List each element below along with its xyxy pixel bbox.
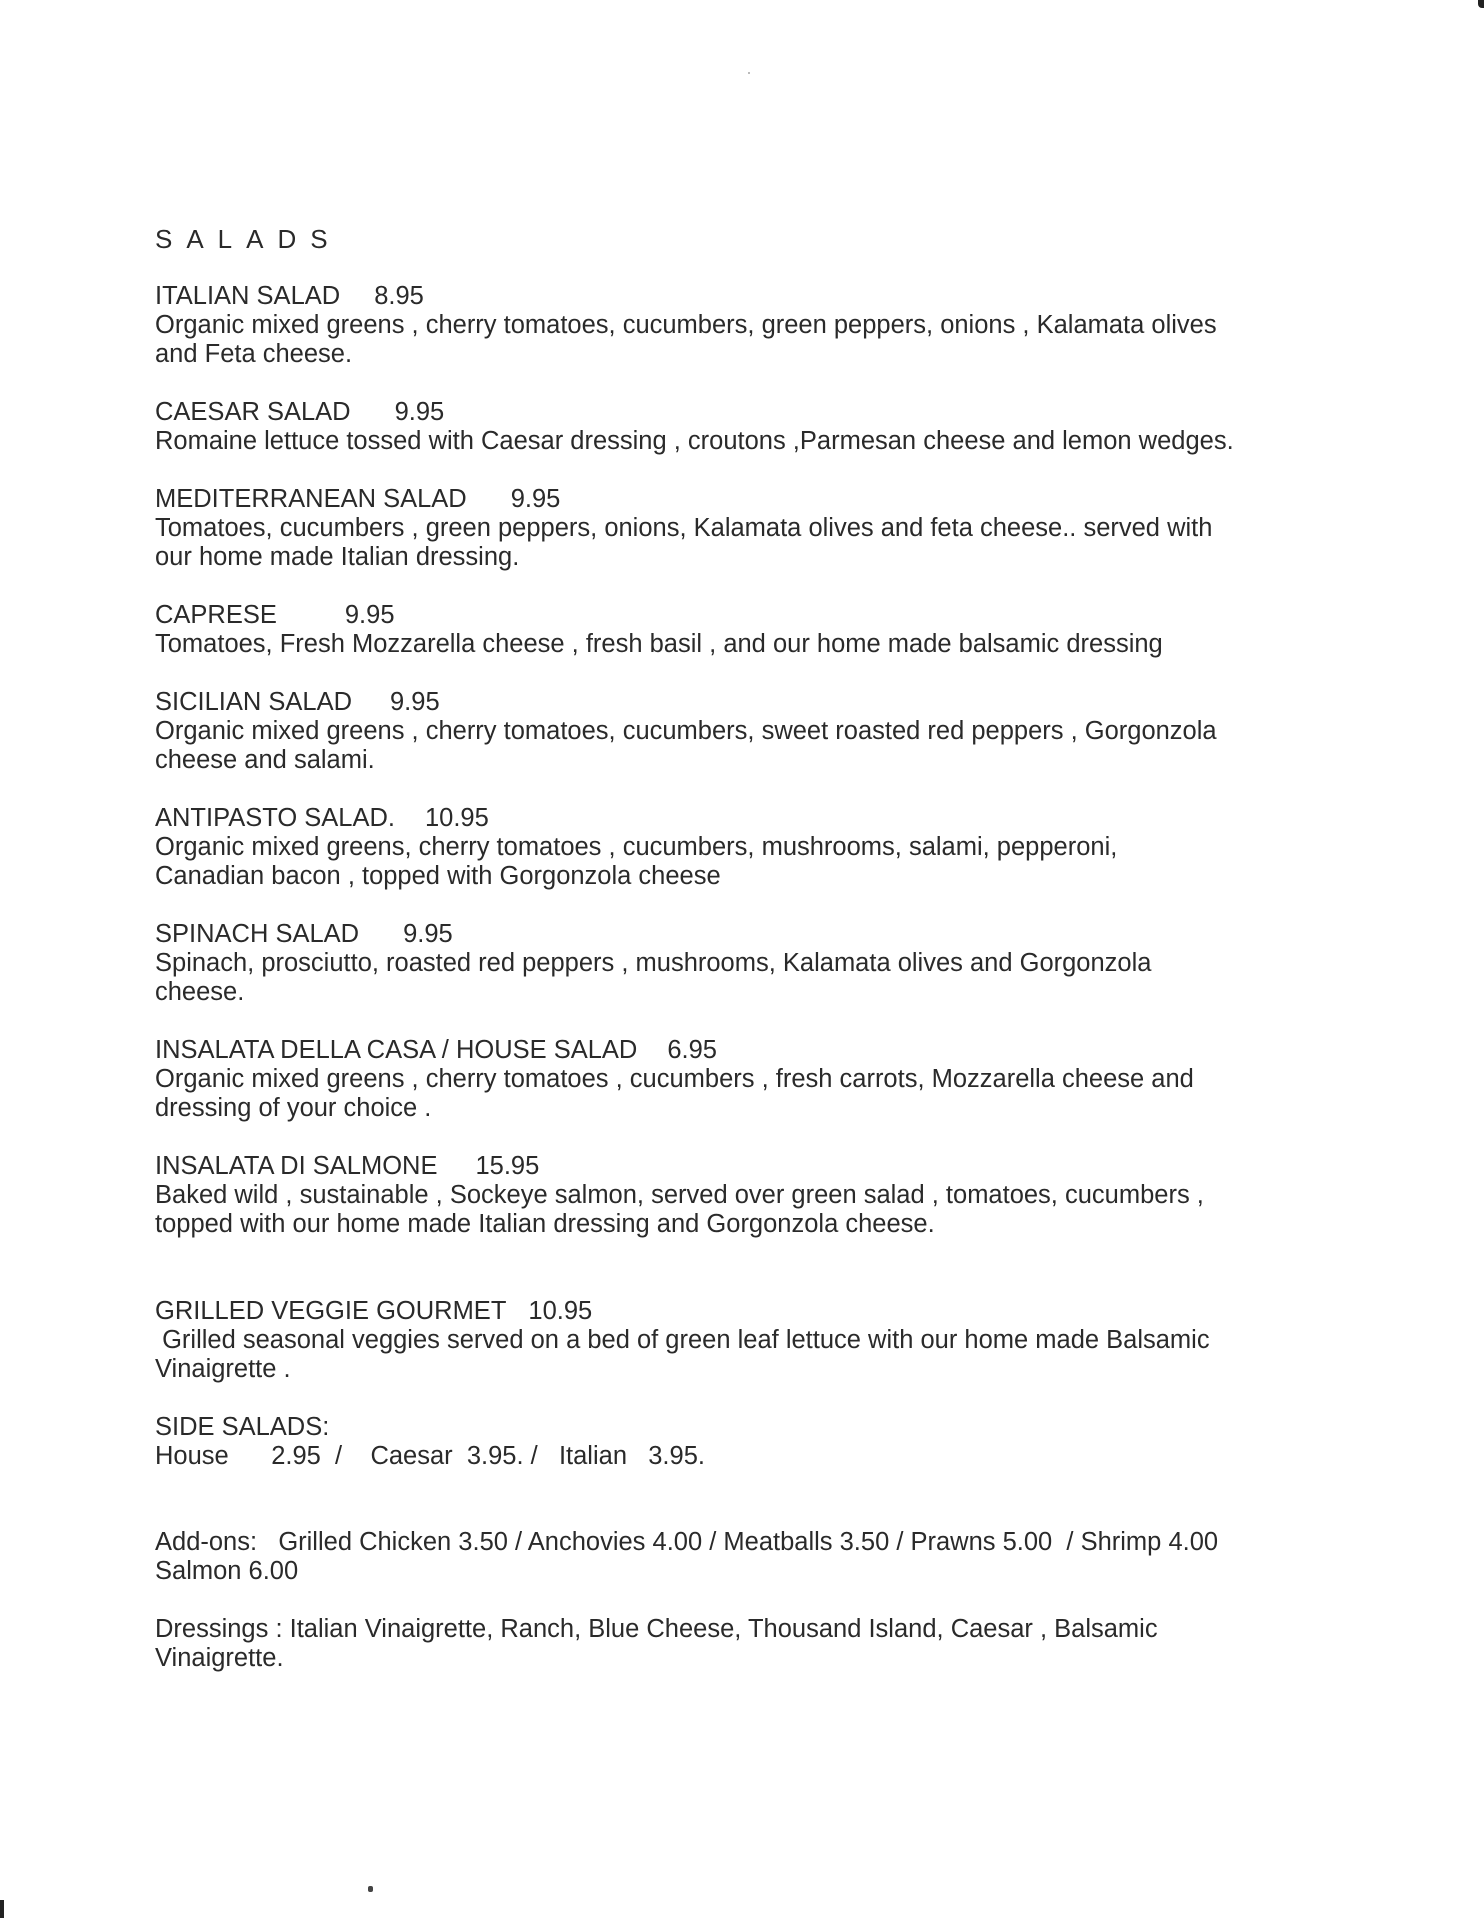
item-title: INSALATA DELLA CASA / HOUSE SALAD bbox=[155, 1036, 638, 1064]
menu-item-house-salad bbox=[155, 1036, 1315, 1123]
item-title: MEDITERRANEAN SALAD bbox=[155, 485, 467, 513]
scan-edge-mark bbox=[1478, 0, 1484, 8]
menu-item-insalata-di-salmone bbox=[155, 1152, 1315, 1239]
item-title: ANTIPASTO SALAD. bbox=[155, 804, 395, 832]
item-description-line: topped with our home made Italian dressing and Gorgonzola cheese. bbox=[155, 1210, 935, 1238]
item-description-line: Canadian bacon , topped with Gorgonzola cheese bbox=[155, 862, 721, 890]
side-salads-title: SIDE SALADS: bbox=[155, 1413, 330, 1441]
scan-speck bbox=[748, 72, 750, 74]
item-price: 10.95 bbox=[528, 1297, 593, 1325]
item-description-line: Tomatoes, cucumbers , green peppers, onions, Kalamata olives and feta cheese.. served with bbox=[155, 514, 1213, 542]
item-price: 9.95 bbox=[344, 601, 395, 629]
item-title: CAESAR SALAD bbox=[155, 398, 351, 426]
menu-item-mediterranean-salad bbox=[155, 485, 1315, 572]
item-description-line: Spinach, prosciutto, roasted red peppers , mushrooms, Kalamata olives and Gorgonzola bbox=[155, 949, 1152, 977]
menu-item-caesar-salad bbox=[155, 398, 1315, 456]
item-description-line: cheese. bbox=[155, 978, 245, 1006]
side-salads-section bbox=[155, 1413, 1315, 1471]
addons-line: Salmon 6.00 bbox=[155, 1557, 299, 1585]
item-description-line: our home made Italian dressing. bbox=[155, 543, 520, 571]
addons-line: Add-ons: Grilled Chicken 3.50 / Anchovies 4.00 / Meatballs 3.50 / Prawns 5.00 / Shrimp 4.00 bbox=[155, 1528, 1219, 1556]
item-description-line: Vinaigrette . bbox=[155, 1355, 291, 1383]
item-title: CAPRESE bbox=[155, 601, 277, 629]
scan-edge-mark bbox=[0, 1900, 4, 1918]
item-description-line: Organic mixed greens, cherry tomatoes , cucumbers, mushrooms, salami, pepperoni, bbox=[155, 833, 1118, 861]
item-description-line: Organic mixed greens , cherry tomatoes , cucumbers , fresh carrots, Mozzarella cheese and bbox=[155, 1065, 1194, 1093]
item-price: 6.95 bbox=[667, 1036, 717, 1064]
item-description-line: Organic mixed greens , cherry tomatoes, cucumbers, sweet roasted red peppers , Gorgonzola bbox=[155, 717, 1217, 745]
addons-section bbox=[155, 1528, 1315, 1586]
menu-item-antipasto-salad bbox=[155, 804, 1315, 891]
item-price: 15.95 bbox=[475, 1152, 540, 1180]
menu-item-caprese bbox=[155, 601, 1315, 659]
page-title: SALADS bbox=[155, 224, 342, 254]
item-description-line: Organic mixed greens , cherry tomatoes, cucumbers, green peppers, onions , Kalamata olives bbox=[155, 311, 1217, 339]
item-price: 9.95 bbox=[403, 920, 453, 948]
menu-item-grilled-veggie-gourmet bbox=[155, 1297, 1315, 1384]
side-salads-prices: House 2.95 / Caesar 3.95. / Italian 3.95. bbox=[155, 1442, 705, 1470]
item-description-line: Tomatoes, Fresh Mozzarella cheese , fresh basil , and our home made balsamic dressing bbox=[155, 630, 1163, 658]
item-price: 8.95 bbox=[374, 282, 424, 310]
item-description-line: Grilled seasonal veggies served on a bed of green leaf lettuce with our home made Balsamic bbox=[155, 1326, 1210, 1354]
item-description-line: cheese and salami. bbox=[155, 746, 375, 774]
menu-item-italian-salad bbox=[155, 282, 1315, 369]
item-description-line: dressing of your choice . bbox=[155, 1094, 432, 1122]
item-description-line: Baked wild , sustainable , Sockeye salmon, served over green salad , tomatoes, cucumbers , bbox=[155, 1181, 1204, 1209]
item-title: GRILLED VEGGIE GOURMET bbox=[155, 1297, 507, 1325]
item-description-line: Romaine lettuce tossed with Caesar dressing , croutons ,Parmesan cheese and lemon wedges. bbox=[155, 427, 1234, 455]
item-title: INSALATA DI SALMONE bbox=[155, 1152, 438, 1180]
menu-item-spinach-salad bbox=[155, 920, 1315, 1007]
item-title: SICILIAN SALAD bbox=[155, 688, 352, 716]
item-price: 9.95 bbox=[390, 688, 440, 716]
item-description-line: and Feta cheese. bbox=[155, 340, 353, 368]
item-price: 9.95 bbox=[510, 485, 561, 513]
dressings-line: Dressings : Italian Vinaigrette, Ranch, Blue Cheese, Thousand Island, Caesar , Balsamic bbox=[155, 1615, 1158, 1643]
item-price: 9.95 bbox=[394, 398, 445, 426]
dressings-section bbox=[155, 1615, 1315, 1673]
scan-speck bbox=[368, 1886, 373, 1892]
menu-item-sicilian-salad bbox=[155, 688, 1315, 775]
item-title: SPINACH SALAD bbox=[155, 920, 360, 948]
item-title: ITALIAN SALAD bbox=[155, 282, 341, 310]
dressings-line: Vinaigrette. bbox=[155, 1644, 284, 1672]
item-price: 10.95 bbox=[424, 804, 489, 832]
